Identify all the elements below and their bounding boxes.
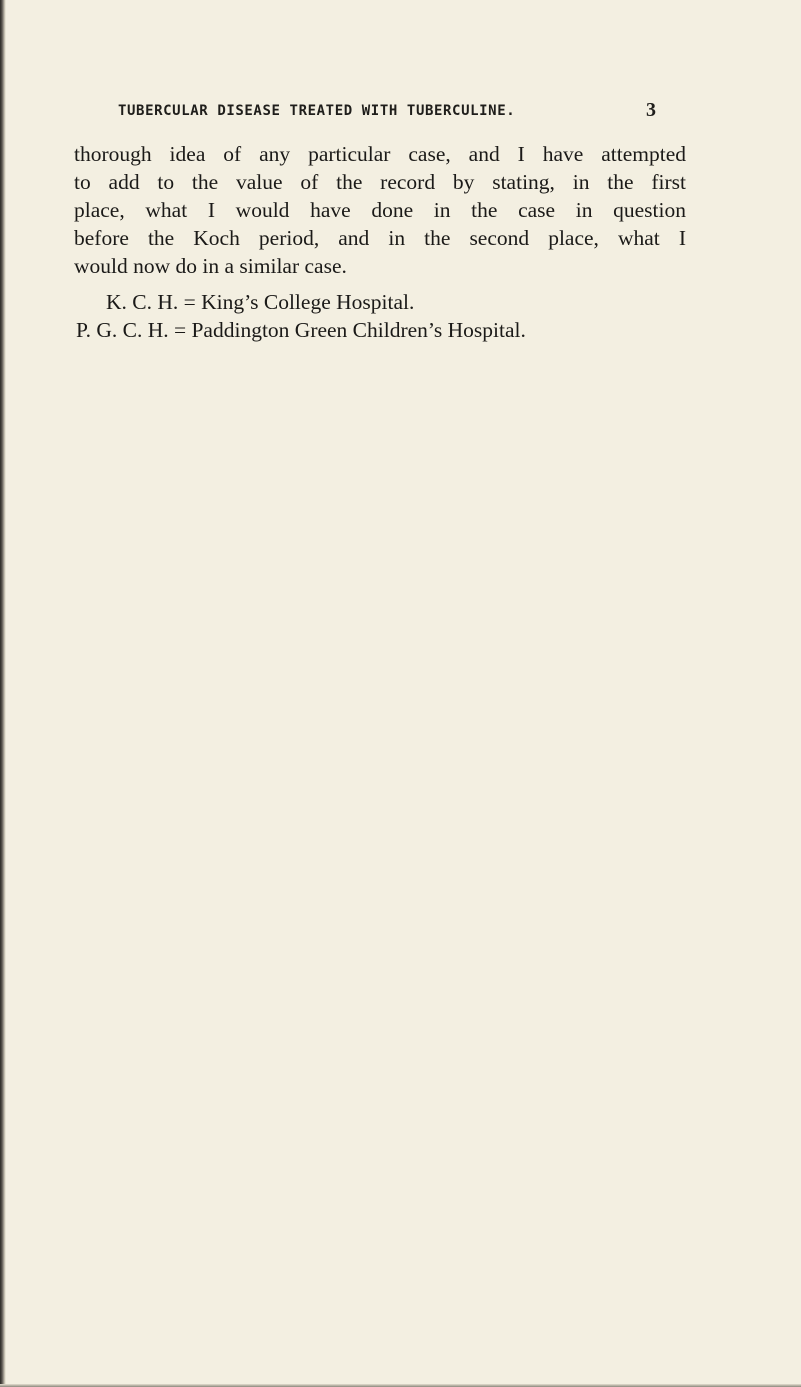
page-number: 3 <box>646 99 656 121</box>
page-binding-edge <box>0 0 6 1387</box>
body-paragraph <box>74 140 686 280</box>
abbreviation-pgch: P. G. C. H. = Paddington Green Children’s Hospital. <box>76 318 526 342</box>
paragraph-line: place, what I would have done in the case in question <box>74 198 686 222</box>
abbreviation-kch: K. C. H. = King’s College Hospital. <box>106 290 415 314</box>
paragraph-line: to add to the value of the record by stating, in the first <box>74 170 686 194</box>
paragraph-line: thorough idea of any particular case, and I have attempted <box>74 142 686 166</box>
running-head: TUBERCULAR DISEASE TREATED WITH TUBERCULINE. <box>118 103 516 119</box>
paragraph-line: before the Koch period, and in the second place, what I <box>74 226 686 250</box>
paragraph-line: would now do in a similar case. <box>74 254 347 278</box>
